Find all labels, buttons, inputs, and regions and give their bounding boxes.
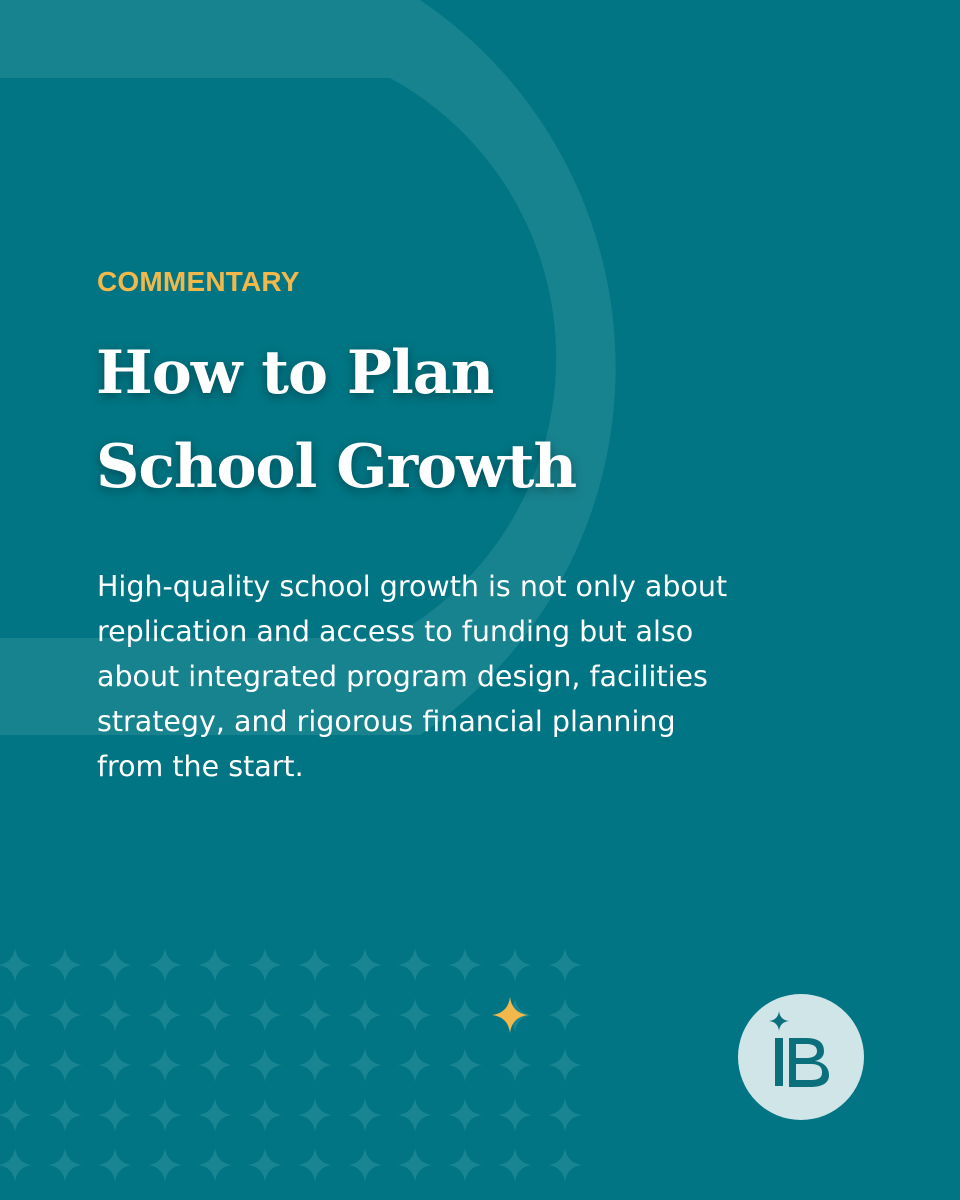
four-point-star-icon xyxy=(98,998,132,1032)
four-point-star-icon xyxy=(148,1148,182,1182)
four-point-star-icon xyxy=(248,1148,282,1182)
four-point-star-icon xyxy=(148,1048,182,1082)
sparkle-b-monogram-icon xyxy=(738,994,864,1120)
four-point-star-icon xyxy=(248,1048,282,1082)
four-point-star-icon xyxy=(48,1098,82,1132)
four-point-star-icon xyxy=(248,1098,282,1132)
four-point-star-icon xyxy=(448,1048,482,1082)
four-point-star-icon xyxy=(448,998,482,1032)
title-line-1: How to Plan xyxy=(96,338,494,408)
four-point-star-icon xyxy=(348,1098,382,1132)
sparkle-icon xyxy=(490,995,530,1035)
four-point-star-icon xyxy=(248,948,282,982)
four-point-star-icon xyxy=(298,998,332,1032)
four-point-star-icon xyxy=(0,998,32,1032)
four-point-star-icon xyxy=(198,998,232,1032)
four-point-star-icon xyxy=(498,948,532,982)
four-point-star-icon xyxy=(348,1048,382,1082)
four-point-star-icon xyxy=(0,1098,32,1132)
four-point-star-icon xyxy=(398,1048,432,1082)
four-point-star-icon xyxy=(348,948,382,982)
article-title xyxy=(96,326,576,514)
four-point-star-icon xyxy=(498,1048,532,1082)
four-point-star-icon xyxy=(98,1048,132,1082)
four-point-star-icon xyxy=(398,1148,432,1182)
four-point-star-icon xyxy=(348,998,382,1032)
four-point-star-icon xyxy=(148,948,182,982)
four-point-star-icon xyxy=(498,1098,532,1132)
four-point-star-icon xyxy=(48,1148,82,1182)
four-point-star-icon xyxy=(498,1148,532,1182)
four-point-star-icon xyxy=(98,1148,132,1182)
four-point-star-icon xyxy=(248,998,282,1032)
four-point-star-icon xyxy=(198,948,232,982)
four-point-star-icon xyxy=(298,1048,332,1082)
four-point-star-icon xyxy=(148,1098,182,1132)
four-point-star-icon xyxy=(448,1098,482,1132)
four-point-star-icon xyxy=(348,1148,382,1182)
four-point-star-icon xyxy=(298,948,332,982)
four-point-star-icon xyxy=(298,1148,332,1182)
four-point-star-icon xyxy=(198,1048,232,1082)
four-point-star-icon xyxy=(398,1098,432,1132)
four-point-star-icon xyxy=(448,1148,482,1182)
four-point-star-icon xyxy=(48,998,82,1032)
star-pattern-decoration xyxy=(0,940,600,1200)
four-point-star-icon xyxy=(448,948,482,982)
four-point-star-icon xyxy=(548,1048,582,1082)
four-point-star-icon xyxy=(548,948,582,982)
four-point-star-icon xyxy=(298,1098,332,1132)
category-label: COMMENTARY xyxy=(97,266,300,297)
four-point-star-icon xyxy=(0,1048,32,1082)
four-point-star-icon xyxy=(548,998,582,1032)
four-point-star-icon xyxy=(98,948,132,982)
four-point-star-icon xyxy=(398,998,432,1032)
title-line-2: School Growth xyxy=(96,432,577,502)
brand-logo xyxy=(738,994,864,1120)
article-summary: High-quality school growth is not only about replication and access to funding but also about integrated program design, facilities strategy, and rigorous financial planning from the start. xyxy=(97,570,728,783)
four-point-star-icon xyxy=(0,948,32,982)
four-point-star-icon xyxy=(398,948,432,982)
four-point-star-icon xyxy=(48,1048,82,1082)
four-point-star-icon xyxy=(198,1098,232,1132)
four-point-star-icon xyxy=(48,948,82,982)
four-point-star-icon xyxy=(548,1148,582,1182)
four-point-star-icon xyxy=(198,1148,232,1182)
four-point-star-icon xyxy=(148,998,182,1032)
four-point-star-icon xyxy=(548,1098,582,1132)
four-point-star-icon xyxy=(98,1098,132,1132)
four-point-star-icon xyxy=(0,1148,32,1182)
